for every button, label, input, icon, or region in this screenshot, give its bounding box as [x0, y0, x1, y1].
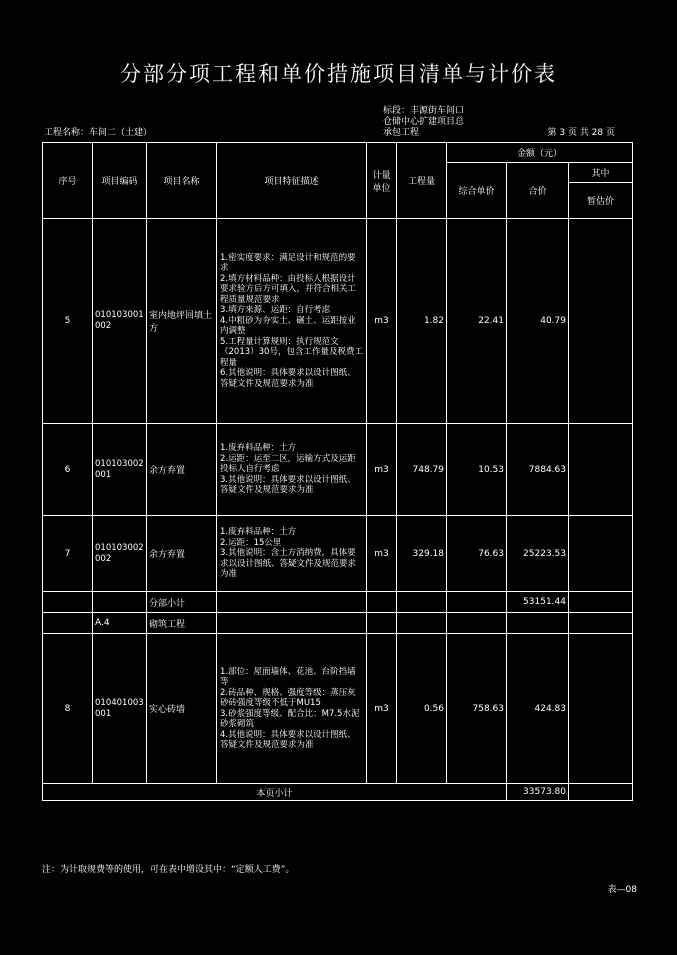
feature-line: 2.砖品种、规格、强度等级：蒸压灰砂砖强度等级不低于MU15	[220, 687, 356, 708]
row-features	[217, 219, 367, 424]
feature-line: 1.密实度要求：满足设计和规范的要求	[220, 252, 356, 274]
bid-section-line: 仓储中心扩建项目总	[383, 117, 465, 127]
section-code: A.4	[93, 613, 147, 634]
header-name: 项目名称	[147, 143, 217, 219]
row-unit-price: 10.53	[447, 424, 507, 516]
empty-cell	[397, 613, 447, 634]
page-total-value: 33573.80	[507, 784, 569, 801]
row-unit: m3	[367, 516, 397, 592]
feature-line: 1.废弃料品种：土方	[220, 443, 297, 454]
row-name: 室内地坪回填土方	[147, 219, 217, 424]
bid-section-line: 标段：丰源街车间口	[383, 106, 465, 116]
feature-line: 3.其他说明：具体要求以设计图纸、答疑文件及规范要求为准	[220, 474, 356, 496]
empty-cell	[217, 613, 367, 634]
page-info: 第 3 页 共 28 页	[547, 128, 615, 138]
header-total: 合价	[507, 163, 569, 219]
page-total-row	[43, 784, 633, 801]
row-unit: m3	[367, 634, 397, 784]
header-provisional: 暂估价	[569, 183, 633, 219]
row-provisional	[569, 634, 633, 784]
empty-cell	[569, 592, 633, 613]
empty-cell	[43, 613, 93, 634]
row-total: 25223.53	[507, 516, 569, 592]
section-row	[43, 613, 633, 634]
feature-line: 3.填方来源、运距：自行考虑	[220, 305, 331, 316]
table-row	[43, 219, 633, 424]
row-total: 40.79	[507, 219, 569, 424]
empty-cell	[569, 784, 633, 801]
pricing-table	[42, 142, 633, 801]
empty-cell	[569, 613, 633, 634]
header-feature: 项目特征描述	[217, 143, 367, 219]
table-row	[43, 424, 633, 516]
row-provisional	[569, 516, 633, 592]
header-qty: 工程量	[397, 143, 447, 219]
row-name: 实心砖墙	[147, 634, 217, 784]
row-seq: 7	[43, 516, 93, 592]
row-seq: 6	[43, 424, 93, 516]
feature-line: 3.其他说明：含土方消纳费，具体要求以设计图纸、答疑文件及规范要求为准	[220, 548, 357, 580]
row-qty: 329.18	[397, 516, 447, 592]
row-seq: 5	[43, 219, 93, 424]
subtotal-label: 分部小计	[147, 592, 217, 613]
feature-line: 4.中粗砂为夯实土、碾土、运距按业内调整	[220, 315, 356, 337]
footnote: 注：为计取规费等的使用，可在表中增设其中：“定额人工费”。	[42, 865, 295, 875]
header-amount: 金额（元）	[447, 143, 633, 163]
bid-section	[383, 106, 523, 139]
row-name: 余方弃置	[147, 516, 217, 592]
subtotal-row	[43, 592, 633, 613]
section-name: 砌筑工程	[147, 613, 217, 634]
empty-cell	[397, 592, 447, 613]
header-seq: 序号	[43, 143, 93, 219]
feature-line: 1.废弃料品种：土方	[220, 527, 297, 538]
page-number: 表—08	[607, 885, 637, 895]
table-row	[43, 634, 633, 784]
row-qty: 748.79	[397, 424, 447, 516]
table-row	[43, 516, 633, 592]
row-unit-price: 76.63	[447, 516, 507, 592]
row-name: 余方弃置	[147, 424, 217, 516]
header-unit: 计量单位	[367, 143, 397, 219]
empty-cell	[447, 613, 507, 634]
empty-cell	[507, 613, 569, 634]
row-unit-price: 758.63	[447, 634, 507, 784]
row-unit: m3	[367, 424, 397, 516]
feature-line: 2.填方材料品种：由投标人根据设计要求验方后方可填入，并符合相关工程质量规范要求	[220, 273, 357, 305]
empty-cell	[93, 592, 147, 613]
row-unit: m3	[367, 219, 397, 424]
page-title: 分部分项工程和单价措施项目清单与计价表	[120, 62, 557, 86]
feature-line: 5.工程量计算规则：执行规范文（2013）30号，包含工作量及税费工程量	[220, 336, 363, 368]
feature-line: 2.运距：运至二区，运输方式及运距投标人自行考虑	[220, 453, 356, 475]
empty-cell	[367, 613, 397, 634]
row-unit-price: 22.41	[447, 219, 507, 424]
feature-line: 4.其他说明：具体要求以设计图纸、答疑文件及规范要求为准	[220, 729, 356, 750]
row-qty: 0.56	[397, 634, 447, 784]
row-qty: 1.82	[397, 219, 447, 424]
row-seq: 8	[43, 634, 93, 784]
page-total-label: 本页小计	[43, 784, 507, 801]
empty-cell	[447, 592, 507, 613]
header-code: 项目编码	[93, 143, 147, 219]
header-unit-price: 综合单价	[447, 163, 507, 219]
subtotal-total: 53151.44	[507, 592, 569, 613]
feature-line: 2.运距：15公里	[220, 537, 282, 548]
row-code: 010103002002	[93, 516, 147, 592]
project-name: 工程名称：车间二（土建）	[44, 128, 153, 138]
empty-cell	[367, 592, 397, 613]
row-code: 010103001002	[93, 219, 147, 424]
row-provisional	[569, 424, 633, 516]
row-features	[217, 424, 367, 516]
row-total: 424.83	[507, 634, 569, 784]
row-provisional	[569, 219, 633, 424]
row-code: 010103002001	[93, 424, 147, 516]
row-code: 010401003001	[93, 634, 147, 784]
header-of-which: 其中	[569, 163, 633, 183]
empty-cell	[43, 592, 93, 613]
feature-line: 1.部位：屋面墙体、花池、台阶挡墙等	[220, 666, 356, 687]
row-features	[217, 634, 367, 784]
feature-line: 6.其他说明：具体要求以设计图纸、答疑文件及规范要求为准	[220, 368, 356, 389]
row-features	[217, 516, 367, 592]
feature-line: 3.砂浆强度等级、配合比：M7.5水泥砂浆砌筑	[220, 708, 360, 729]
row-total: 7884.63	[507, 424, 569, 516]
bid-section-line: 承包工程	[383, 128, 420, 138]
empty-cell	[217, 592, 367, 613]
